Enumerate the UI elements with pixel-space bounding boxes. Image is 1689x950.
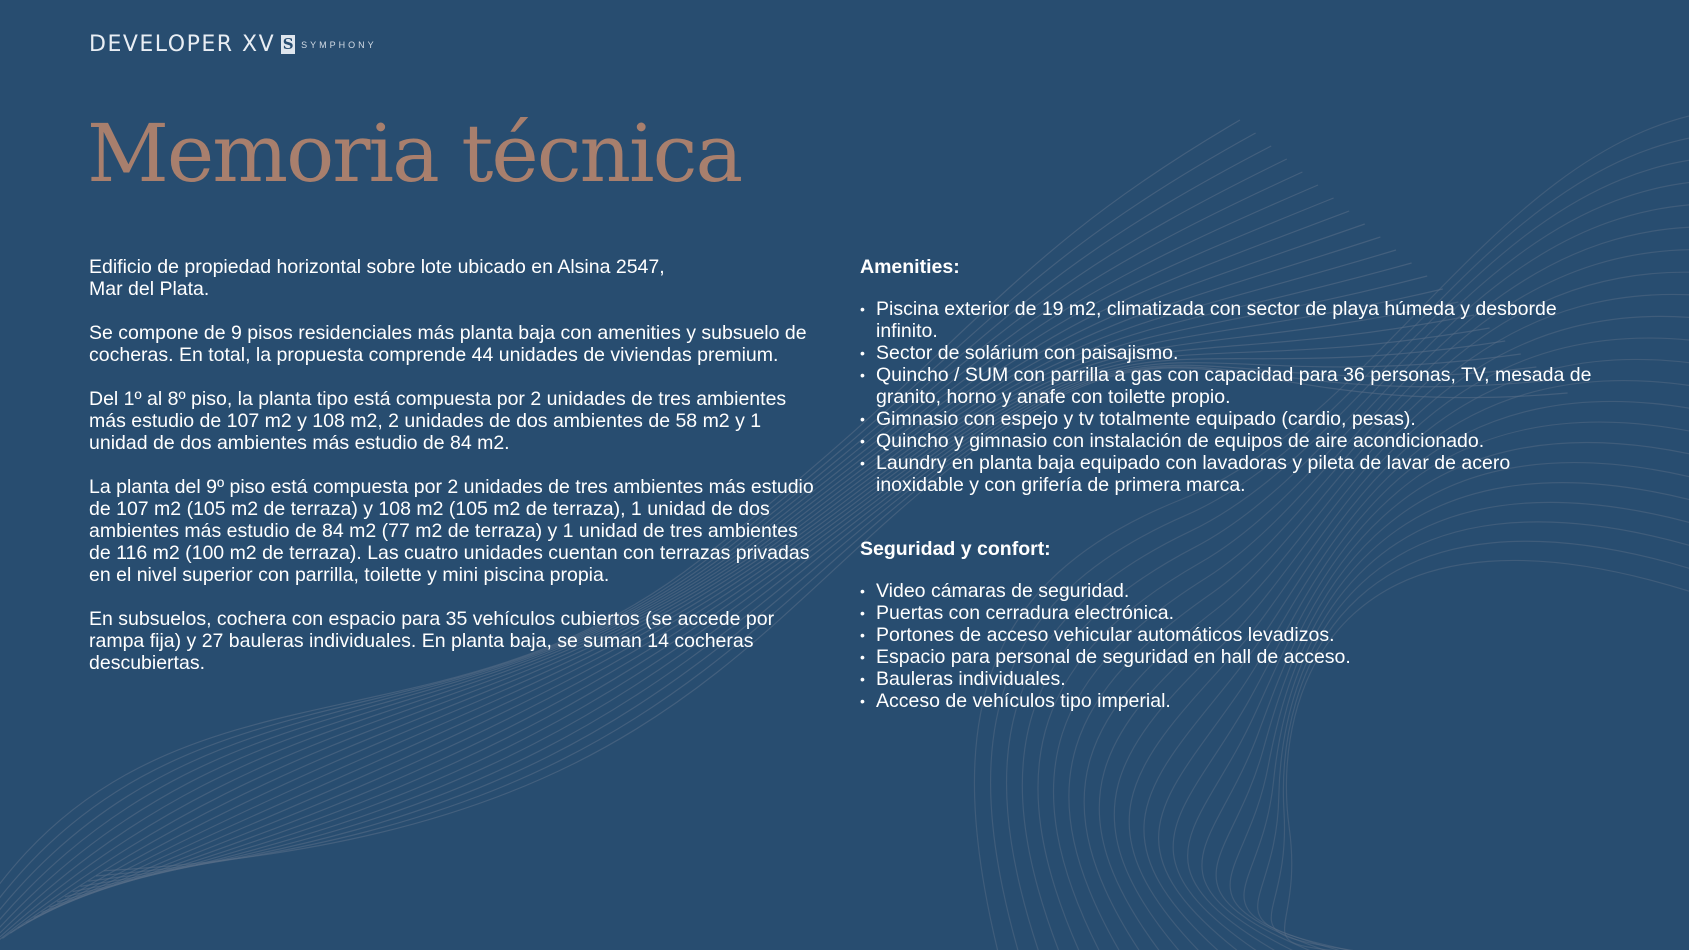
- list-item: • Laundry en planta baja equipado con lavadoras y pileta de lavar de acero inoxidable y con grifería de primera marca.: [860, 452, 1600, 496]
- list-item: • Bauleras individuales.: [860, 668, 1600, 690]
- paragraph-location: Edificio de propiedad horizontal sobre lote ubicado en Alsina 2547, Mar del Plata.: [89, 256, 665, 300]
- security-list: [860, 580, 1600, 712]
- security-heading: Seguridad y confort:: [860, 538, 1051, 560]
- list-item: • Puertas con cerradura electrónica.: [860, 602, 1600, 624]
- paragraph-ninth-floor: La planta del 9º piso está compuesta por 2 unidades de tres ambientes más estudio de 107 m2 (105 m2 de terraza) y 108 m2 (105 m2 de terraza), 1 unidad de dos ambientes más estudio de 84 m2 (77 m2 de terraza) y 1 unidad de tres ambientes de 116 m2 (100 m2 de terraza). Las cuatro unidades cuentan con terrazas privadas en el nivel superior con parrilla, toilette y mini piscina propia.: [89, 476, 814, 586]
- list-item: • Sector de solárium con paisajismo.: [860, 342, 1600, 364]
- list-item: • Piscina exterior de 19 m2, climatizada con sector de playa húmeda y desborde infinito.: [860, 298, 1600, 342]
- paragraph-basement: En subsuelos, cochera con espacio para 35 vehículos cubiertos (se accede por rampa fija) y 27 bauleras individuales. En planta baja, se suman 14 cocheras descubiertas.: [89, 608, 775, 674]
- list-item: • Quincho y gimnasio con instalación de equipos de aire acondicionado.: [860, 430, 1600, 452]
- paragraph-composition: Se compone de 9 pisos residenciales más planta baja con amenities y subsuelo de cocheras. En total, la propuesta comprende 44 unidades de viviendas premium.: [89, 322, 807, 366]
- amenities-heading: Amenities:: [860, 256, 960, 278]
- brand-header: [89, 32, 377, 57]
- list-item: • Espacio para personal de seguridad en hall de acceso.: [860, 646, 1600, 668]
- amenities-list: [860, 298, 1600, 496]
- list-item: • Gimnasio con espejo y tv totalmente equipado (cardio, pesas).: [860, 408, 1600, 430]
- developer-brand: DEVELOPER XV: [89, 32, 276, 57]
- list-item: • Portones de acceso vehicular automáticos levadizos.: [860, 624, 1600, 646]
- symphony-brand: SYMPHONY: [301, 39, 377, 50]
- features-column: [860, 256, 1600, 712]
- page-title: Memoria técnica: [87, 107, 742, 200]
- list-item: • Video cámaras de seguridad.: [860, 580, 1600, 602]
- list-item: • Acceso de vehículos tipo imperial.: [860, 690, 1600, 712]
- paragraph-typical-floor: Del 1º al 8º piso, la planta tipo está compuesta por 2 unidades de tres ambientes más estudio de 107 m2 y 108 m2, 2 unidades de dos ambientes de 58 m2 y 1 unidad de dos ambientes más estudio de 84 m2.: [89, 388, 787, 454]
- list-item: • Quincho / SUM con parrilla a gas con capacidad para 36 personas, TV, mesada de granito, horno y anafe con toilette propio.: [860, 364, 1600, 408]
- symphony-logo-icon: S: [282, 35, 294, 53]
- project-description: [89, 256, 814, 696]
